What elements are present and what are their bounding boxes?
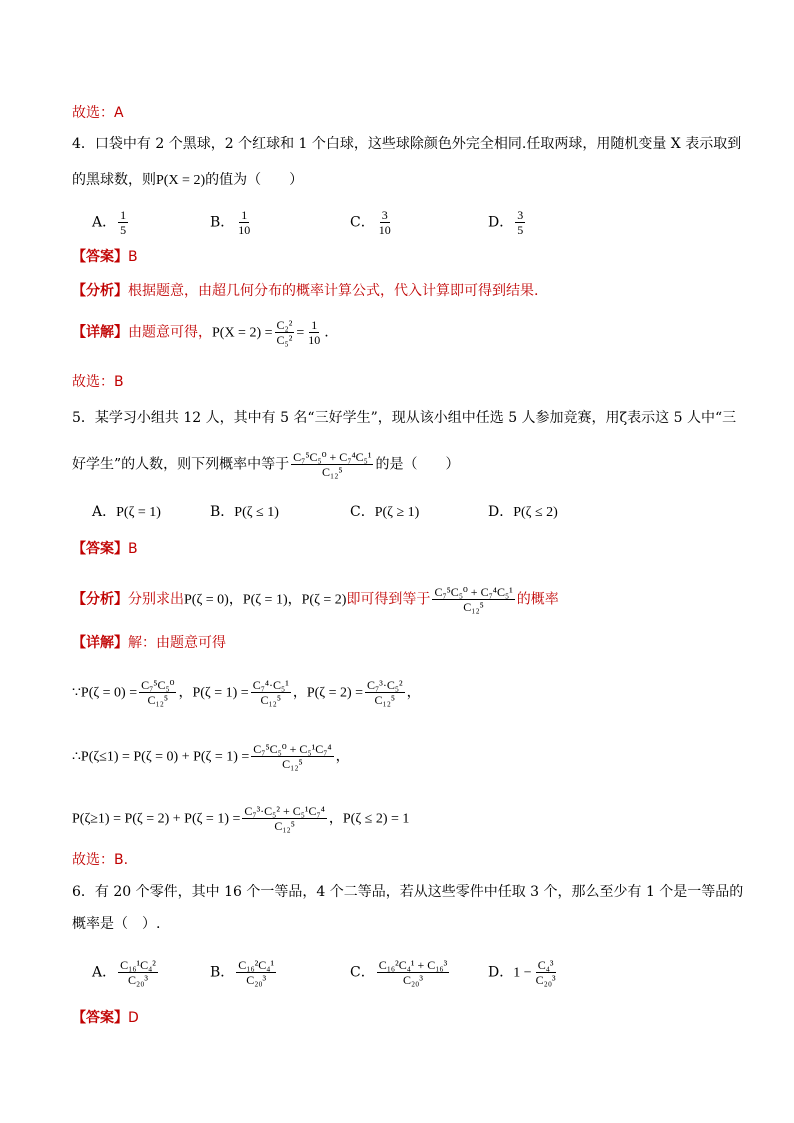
denominator: 10 [378, 223, 391, 237]
numerator: 3 [517, 208, 524, 222]
fraction [306, 318, 322, 347]
denominator: 5 [517, 223, 524, 237]
fraction [242, 804, 327, 833]
answer-value: B [128, 541, 138, 557]
fraction [236, 208, 252, 237]
q5-answer [72, 539, 138, 559]
detail-tag: 【详解】 [72, 635, 128, 651]
analysis-math: P(ζ = 0) [184, 592, 229, 608]
q5-derivation-line2 [72, 742, 350, 771]
q4-detail [72, 318, 329, 347]
q4-choice: 故选：B [72, 374, 124, 390]
option-label: C． [350, 214, 375, 231]
denominator: C₁₂⁵ [322, 465, 343, 479]
option-label: B． [210, 964, 235, 981]
q6-option-b [210, 958, 278, 987]
math-lhs: ∵P(ζ = 0) = [72, 685, 138, 701]
denominator: C₂₀³ [128, 973, 148, 987]
option-math: P(ζ ≤ 1) [234, 505, 279, 520]
fraction [377, 208, 393, 237]
denominator: 10 [238, 223, 251, 237]
equals-sign: = [296, 325, 305, 341]
denominator: C₅² [276, 333, 293, 347]
q5-option-a [92, 502, 161, 523]
denominator: C₁₂⁵ [282, 757, 303, 771]
detail-text: 由题意可得， [128, 324, 212, 341]
q3-choice: 故选：A [72, 105, 124, 121]
fraction [251, 678, 291, 707]
q6-answer [72, 1008, 139, 1028]
analysis-tag: 【分析】 [72, 283, 128, 299]
period: . [324, 324, 329, 341]
numerator: 1 [120, 208, 127, 222]
separator: ， [292, 684, 307, 701]
analysis-text: 根据题意，由超几何分布的概率计算公式，代入计算即可得到结果. [128, 283, 539, 299]
analysis-tag: 【分析】 [72, 591, 128, 608]
denominator: C₂₀³ [402, 973, 423, 987]
q4-analysis [72, 281, 538, 301]
numerator: C₇⁵C₅⁰ + C₇⁴C₅¹ [434, 585, 513, 599]
fraction [139, 678, 176, 707]
option-label: B． [210, 504, 235, 520]
option-math: P(ζ ≤ 2) [513, 505, 558, 520]
q6-option-c [350, 958, 451, 987]
analysis-math: P(ζ = 2) [301, 592, 347, 608]
math-lhs: ∴P(ζ≤1) = P(ζ = 0) + P(ζ = 1) = [72, 749, 250, 765]
numerator: C₇⁵C₅⁰ + C₅¹C₇⁴ [253, 742, 332, 756]
fraction [534, 958, 558, 987]
q4-option-a [92, 208, 130, 237]
denominator: C₂₀³ [246, 973, 267, 987]
fraction [365, 678, 405, 707]
option-math: 1 − [513, 965, 532, 981]
q5-option-b [210, 502, 279, 523]
q4-option-c [350, 208, 395, 237]
option-label: C． [350, 504, 375, 520]
q5-derivation-line1 [72, 678, 421, 707]
q5-option-d [488, 502, 558, 523]
numerator: C₇³·C₅² + C₅¹C₇⁴ [244, 804, 325, 818]
q4-stem-tail: 的值为（ ） [205, 172, 304, 188]
separator: ， [328, 810, 343, 827]
option-label: A． [92, 964, 117, 981]
q4-answer [72, 247, 138, 267]
numerator: C₁₆²C₄¹ + C₁₆³ [378, 958, 448, 972]
option-label: D． [488, 214, 514, 231]
detail-tag: 【详解】 [72, 324, 128, 341]
fraction [377, 958, 450, 987]
q5-stem-tail: 的是（ ） [375, 456, 460, 473]
denominator: 5 [120, 223, 127, 237]
option-label: A． [92, 504, 117, 520]
denominator: C₁₂⁵ [274, 819, 295, 833]
numerator: C₇³·C₅² [367, 678, 403, 692]
numerator: 3 [381, 208, 388, 222]
q5-stem-line2 [72, 450, 459, 479]
answer-tag: 【答案】 [72, 249, 128, 265]
q6-option-d [488, 958, 560, 987]
answer-tag: 【答案】 [72, 541, 128, 557]
analysis-text: 的概率 [516, 591, 559, 608]
fraction [251, 742, 333, 771]
option-math: P(ζ ≥ 1) [374, 505, 420, 520]
q6-option-a [92, 958, 160, 987]
separator: ， [287, 591, 302, 608]
q6-stem-line1: 6．有 20 个零件，其中 16 个一等品，4 个二等品，若从这些零件中任取 3 个，那么至少有 1 个是一等品的 [72, 884, 744, 900]
denominator: C₁₂⁵ [147, 693, 169, 707]
denominator: 10 [308, 333, 321, 347]
answer-value: D [128, 1010, 139, 1026]
q5-derivation-line3 [72, 804, 409, 833]
separator: ， [178, 684, 193, 701]
answer-value: B [128, 249, 138, 265]
numerator: C₄³ [537, 958, 554, 972]
detail-text: 解：由题意可得 [128, 635, 226, 651]
q4-stem-math: P(X = 2) [156, 173, 206, 188]
q5-stem-text: 好学生”的人数，则下列概率中等于 [72, 456, 290, 473]
q5-choice: 故选：B. [72, 852, 129, 868]
answer-tag: 【答案】 [72, 1010, 128, 1026]
q5-detail [72, 633, 226, 653]
option-label: C． [350, 964, 375, 981]
q6-stem-line2: 概率是（ ）. [72, 916, 161, 932]
denominator: C₁₂⁵ [463, 600, 484, 614]
q4-stem-text: 的黑球数，则 [72, 172, 156, 188]
denominator: C₁₂⁵ [260, 693, 282, 707]
numerator: C₂² [276, 318, 293, 332]
option-label: D． [488, 964, 514, 981]
separator: ， [228, 591, 243, 608]
option-label: B． [210, 214, 235, 231]
fraction [236, 958, 276, 987]
detail-math: P(X = 2) = [212, 325, 273, 341]
q4-stem-line1: 4．口袋中有 2 个黑球，2 个红球和 1 个白球，这些球除颜色外完全相同.任取两球，用随机变量 X 表示取到 [72, 136, 742, 152]
q4-option-b [210, 208, 254, 237]
option-label: A． [92, 214, 117, 231]
fraction [275, 318, 295, 347]
q4-stem-line2 [72, 170, 303, 191]
q4-option-d [488, 208, 527, 237]
math-lhs: P(ζ≥1) = P(ζ = 2) + P(ζ = 1) = [72, 811, 241, 827]
numerator: C₇⁴·C₅¹ [252, 678, 289, 692]
analysis-text: 分别求出 [128, 591, 184, 608]
numerator: C₇⁵C₅⁰ + C₇⁴C₅¹ [293, 450, 372, 464]
option-label: D． [488, 504, 514, 520]
fraction [118, 208, 128, 237]
q5-analysis [72, 585, 559, 614]
q5-option-c [350, 502, 419, 523]
math-lhs: P(ζ = 2) = [306, 685, 364, 701]
separator: ， [406, 684, 421, 701]
math-lhs: P(ζ = 1) = [192, 685, 249, 701]
fraction [432, 585, 514, 614]
math-rhs: P(ζ ≤ 2) = 1 [342, 811, 410, 827]
numerator: 1 [241, 208, 248, 222]
separator: ， [335, 748, 350, 765]
analysis-text: 即可得到等于 [346, 591, 431, 608]
option-math: P(ζ = 1) [116, 505, 161, 520]
numerator: 1 [311, 318, 318, 332]
fraction [291, 450, 373, 479]
analysis-math: P(ζ = 1) [242, 592, 288, 608]
numerator: C₁₆¹C₄² [120, 958, 156, 972]
denominator: C₂₀³ [535, 973, 556, 987]
q5-stem-line1: 5．某学习小组共 12 人，其中有 5 名“三好学生”，现从该小组中任选 5 人参加竞赛，用ζ表示这 5 人中“三 [72, 410, 737, 426]
fraction [515, 208, 525, 237]
numerator: C₁₆²C₄¹ [238, 958, 275, 972]
numerator: C₇⁵C₅⁰ [141, 678, 175, 692]
denominator: C₁₂⁵ [374, 693, 396, 707]
fraction [118, 958, 158, 987]
